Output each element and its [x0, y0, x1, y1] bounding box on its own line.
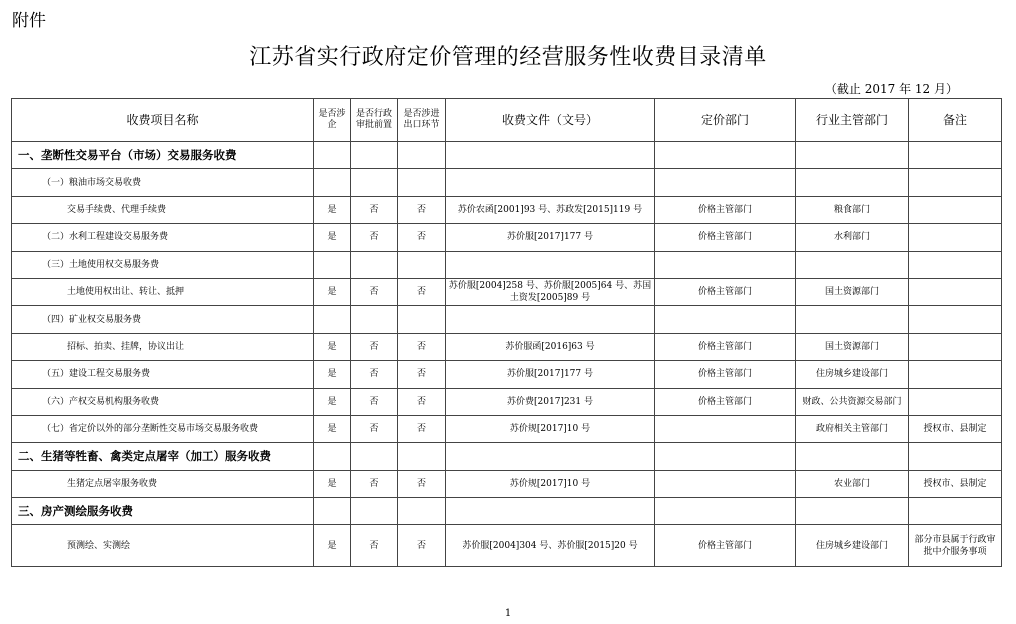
col-header-document: 收费文件（文号）: [446, 99, 655, 142]
cell-pre-approval: [351, 251, 398, 278]
cell-import-export: [398, 251, 446, 278]
cell-pre-approval: 否: [351, 470, 398, 497]
cell-document: 苏价服[2017]177 号: [446, 224, 655, 251]
cell-name: 土地使用权出让、转让、抵押: [12, 278, 314, 305]
cell-involves-enterprise: 是: [314, 470, 351, 497]
cell-name: （五）建设工程交易服务费: [12, 361, 314, 388]
cell-import-export: 否: [398, 196, 446, 223]
cell-involves-enterprise: 是: [314, 361, 351, 388]
cell-document: [446, 306, 655, 333]
table-row: [12, 415, 1002, 442]
cell-pricing-dept: 价格主管部门: [655, 361, 796, 388]
cell-import-export: [398, 142, 446, 169]
cell-import-export: 否: [398, 415, 446, 442]
cell-remarks: [909, 388, 1002, 415]
cell-pre-approval: 否: [351, 224, 398, 251]
col-header-remarks: 备注: [909, 99, 1002, 142]
table-row: [12, 361, 1002, 388]
cell-involves-enterprise: [314, 142, 351, 169]
cell-remarks: 授权市、县制定: [909, 470, 1002, 497]
cell-remarks: [909, 224, 1002, 251]
cell-industry-dept: 住房城乡建设部门: [796, 361, 909, 388]
header-row: [12, 99, 1002, 142]
cell-pricing-dept: [655, 251, 796, 278]
cell-document: [446, 142, 655, 169]
cell-industry-dept: [796, 251, 909, 278]
cell-industry-dept: 住房城乡建设部门: [796, 525, 909, 567]
cell-involves-enterprise: [314, 443, 351, 470]
cell-pricing-dept: 价格主管部门: [655, 525, 796, 567]
cell-remarks: [909, 278, 1002, 305]
cell-remarks: [909, 251, 1002, 278]
cell-pricing-dept: 价格主管部门: [655, 196, 796, 223]
cell-pricing-dept: 价格主管部门: [655, 388, 796, 415]
cell-import-export: 否: [398, 333, 446, 360]
section-row: [12, 498, 1002, 525]
cell-pricing-dept: [655, 470, 796, 497]
cell-import-export: 否: [398, 470, 446, 497]
cell-name: 生猪定点屠宰服务收费: [12, 470, 314, 497]
col-header-pricing-dept: 定价部门: [655, 99, 796, 142]
cell-industry-dept: 水利部门: [796, 224, 909, 251]
cell-pre-approval: [351, 306, 398, 333]
cell-industry-dept: 财政、公共资源交易部门: [796, 388, 909, 415]
cell-remarks: [909, 169, 1002, 196]
cell-remarks: [909, 306, 1002, 333]
cell-remarks: [909, 333, 1002, 360]
cell-pricing-dept: [655, 169, 796, 196]
cell-industry-dept: [796, 498, 909, 525]
cell-pre-approval: [351, 142, 398, 169]
cell-import-export: [398, 169, 446, 196]
cell-import-export: 否: [398, 525, 446, 567]
cell-document: 苏价规[2017]10 号: [446, 415, 655, 442]
cell-import-export: [398, 306, 446, 333]
cell-document: [446, 498, 655, 525]
cell-industry-dept: [796, 443, 909, 470]
cell-name: （一）粮油市场交易收费: [12, 169, 314, 196]
col-header-pre-approval: 是否行政审批前置: [351, 99, 398, 142]
cell-document: 苏价服函[2016]63 号: [446, 333, 655, 360]
cell-name: 二、生猪等牲畜、禽类定点屠宰（加工）服务收费: [12, 443, 314, 470]
cell-import-export: 否: [398, 278, 446, 305]
fee-catalog-table: [11, 98, 1002, 567]
section-row: [12, 443, 1002, 470]
cell-involves-enterprise: [314, 306, 351, 333]
cell-involves-enterprise: 是: [314, 388, 351, 415]
page-title: 江苏省实行政府定价管理的经营服务性收费目录清单: [249, 45, 767, 70]
cell-name: 招标、拍卖、挂牌，协议出让: [12, 333, 314, 360]
cell-import-export: 否: [398, 224, 446, 251]
cell-name: （四）矿业权交易服务费: [12, 306, 314, 333]
cell-pricing-dept: [655, 142, 796, 169]
cell-name: 三、房产测绘服务收费: [12, 498, 314, 525]
cell-pre-approval: [351, 443, 398, 470]
cell-document: 苏价服[2004]258 号、苏价服[2005]64 号、苏国土资发[2005]89 号: [446, 278, 655, 305]
col-header-involves-enterprise: 是否涉企: [314, 99, 351, 142]
cell-involves-enterprise: 是: [314, 224, 351, 251]
table-row: [12, 470, 1002, 497]
table-row: [12, 251, 1002, 278]
cell-pricing-dept: [655, 415, 796, 442]
col-header-import-export: 是否涉进出口环节: [398, 99, 446, 142]
cell-remarks: [909, 142, 1002, 169]
cell-document: 苏价农函[2001]93 号、苏政发[2015]119 号: [446, 196, 655, 223]
cell-remarks: 授权市、县制定: [909, 415, 1002, 442]
table-row: [12, 224, 1002, 251]
cell-pricing-dept: [655, 306, 796, 333]
cell-pre-approval: 否: [351, 525, 398, 567]
cell-document: 苏价服[2004]304 号、苏价服[2015]20 号: [446, 525, 655, 567]
cell-pre-approval: 否: [351, 415, 398, 442]
cell-name: （七）省定价以外的部分垄断性交易市场交易服务收费: [12, 415, 314, 442]
table-row: [12, 306, 1002, 333]
cell-pricing-dept: 价格主管部门: [655, 224, 796, 251]
attachment-label: 附件: [12, 11, 46, 31]
cell-pre-approval: 否: [351, 278, 398, 305]
cell-involves-enterprise: 是: [314, 525, 351, 567]
table-row: [12, 169, 1002, 196]
cell-pre-approval: [351, 498, 398, 525]
col-header-name: 收费项目名称: [12, 99, 314, 142]
cell-industry-dept: [796, 169, 909, 196]
cell-involves-enterprise: [314, 251, 351, 278]
cell-pre-approval: 否: [351, 196, 398, 223]
cell-industry-dept: 政府相关主管部门: [796, 415, 909, 442]
cell-involves-enterprise: 是: [314, 278, 351, 305]
cell-industry-dept: 农业部门: [796, 470, 909, 497]
cell-name: 预测绘、实测绘: [12, 525, 314, 567]
cell-import-export: 否: [398, 388, 446, 415]
cell-name: 一、垄断性交易平台（市场）交易服务收费: [12, 142, 314, 169]
cell-name: 交易手续费、代理手续费: [12, 196, 314, 223]
cell-document: 苏价规[2017]10 号: [446, 470, 655, 497]
page-number: 1: [504, 608, 512, 619]
table-row: [12, 333, 1002, 360]
cell-pre-approval: 否: [351, 333, 398, 360]
cell-document: [446, 443, 655, 470]
cell-industry-dept: 国土资源部门: [796, 278, 909, 305]
cell-import-export: [398, 498, 446, 525]
cell-remarks: [909, 443, 1002, 470]
cell-industry-dept: 粮食部门: [796, 196, 909, 223]
cell-pricing-dept: [655, 498, 796, 525]
cell-involves-enterprise: 是: [314, 415, 351, 442]
cell-industry-dept: 国土资源部门: [796, 333, 909, 360]
cell-name: （三）土地使用权交易服务费: [12, 251, 314, 278]
cell-name: （二）水利工程建设交易服务费: [12, 224, 314, 251]
cell-involves-enterprise: [314, 498, 351, 525]
as-of-date: （截止 2017 年 12 月）: [824, 82, 958, 96]
table-row: [12, 388, 1002, 415]
col-header-industry-dept: 行业主管部门: [796, 99, 909, 142]
cell-involves-enterprise: 是: [314, 333, 351, 360]
table-row: [12, 196, 1002, 223]
cell-import-export: [398, 443, 446, 470]
table-row: [12, 525, 1002, 567]
cell-industry-dept: [796, 142, 909, 169]
cell-remarks: [909, 498, 1002, 525]
cell-document: 苏价费[2017]231 号: [446, 388, 655, 415]
cell-remarks: 部分市县属于行政审批中介服务事项: [909, 525, 1002, 567]
cell-pricing-dept: [655, 443, 796, 470]
cell-industry-dept: [796, 306, 909, 333]
cell-remarks: [909, 361, 1002, 388]
cell-pre-approval: 否: [351, 361, 398, 388]
cell-document: [446, 169, 655, 196]
table-row: [12, 278, 1002, 305]
cell-involves-enterprise: 是: [314, 196, 351, 223]
cell-document: [446, 251, 655, 278]
cell-pre-approval: [351, 169, 398, 196]
cell-involves-enterprise: [314, 169, 351, 196]
cell-pricing-dept: 价格主管部门: [655, 278, 796, 305]
cell-pricing-dept: 价格主管部门: [655, 333, 796, 360]
section-row: [12, 142, 1002, 169]
cell-remarks: [909, 196, 1002, 223]
cell-name: （六）产权交易机构服务收费: [12, 388, 314, 415]
cell-import-export: 否: [398, 361, 446, 388]
cell-pre-approval: 否: [351, 388, 398, 415]
cell-document: 苏价服[2017]177 号: [446, 361, 655, 388]
